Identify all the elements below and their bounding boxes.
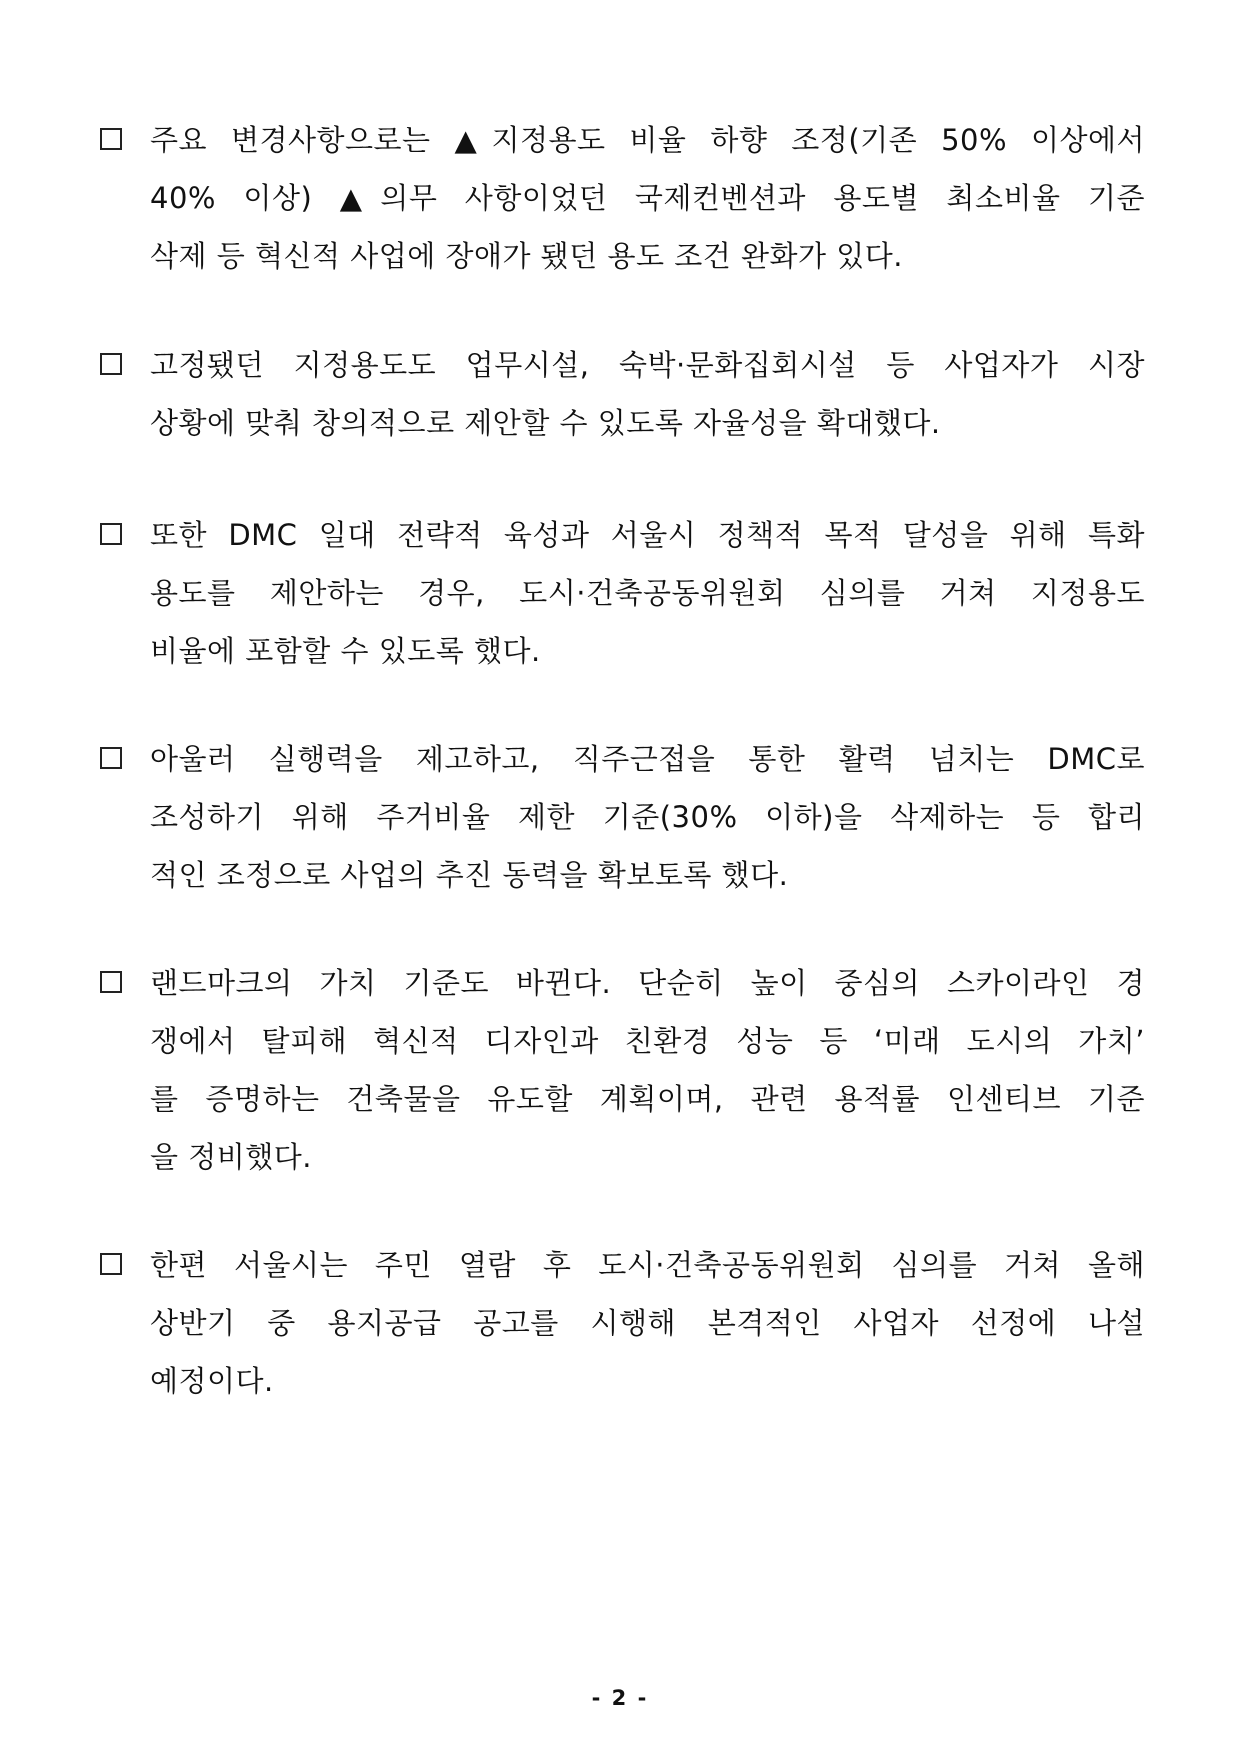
checkbox-bullet-icon: [100, 747, 122, 769]
checkbox-bullet-icon: [100, 353, 122, 375]
checkbox-bullet-icon: [100, 1253, 122, 1275]
paragraph-line: 용도를 제안하는 경우, 도시·건축공동위원회 심의를 거쳐 지정용도: [150, 576, 1145, 610]
paragraph-line: 상황에 맞춰 창의적으로 제안할 수 있도록 자율성을 확대했다.: [150, 406, 941, 440]
paragraph-line: 40% 이상) ▲의무 사항이었던 국제컨벤션과 용도별 최소비율 기준: [150, 181, 1145, 215]
paragraph-line: 조성하기 위해 주거비율 제한 기준(30% 이하)을 삭제하는 등 합리: [150, 800, 1145, 834]
checkbox-bullet-icon: [100, 971, 122, 993]
paragraph-line: 또한 DMC 일대 전략적 육성과 서울시 정책적 목적 달성을 위해 특화: [150, 518, 1145, 552]
paragraph-line: 랜드마크의 가치 기준도 바뀐다. 단순히 높이 중심의 스카이라인 경: [150, 966, 1145, 1000]
paragraph-line: 고정됐던 지정용도도 업무시설, 숙박·문화집회시설 등 사업자가 시장: [150, 348, 1145, 382]
paragraph-line: 을 정비했다.: [150, 1140, 313, 1174]
paragraph-line: 비율에 포함할 수 있도록 했다.: [150, 634, 541, 668]
paragraph-line: 예정이다.: [150, 1364, 274, 1398]
checkbox-bullet-icon: [100, 128, 122, 150]
checkbox-bullet-icon: [100, 523, 122, 545]
paragraph-line: 아울러 실행력을 제고하고, 직주근접을 통한 활력 넘치는 DMC로: [150, 742, 1145, 776]
paragraph-line: 삭제 등 혁신적 사업에 장애가 됐던 용도 조건 완화가 있다.: [150, 239, 904, 273]
paragraph-line: 상반기 중 용지공급 공고를 시행해 본격적인 사업자 선정에 나설: [150, 1306, 1145, 1340]
paragraph-line: 를 증명하는 건축물을 유도할 계획이며, 관련 용적률 인센티브 기준: [150, 1082, 1145, 1116]
paragraph-line: 쟁에서 탈피해 혁신적 디자인과 친환경 성능 등 ‘미래 도시의 가치’: [150, 1024, 1145, 1058]
paragraph-line: 주요 변경사항으로는 ▲지정용도 비율 하향 조정(기존 50% 이상에서: [150, 123, 1145, 157]
page-number: - 2 -: [591, 1686, 649, 1710]
paragraph-line: 적인 조정으로 사업의 추진 동력을 확보토록 했다.: [150, 858, 789, 892]
paragraph-line: 한편 서울시는 주민 열람 후 도시·건축공동위원회 심의를 거쳐 올해: [150, 1248, 1145, 1282]
